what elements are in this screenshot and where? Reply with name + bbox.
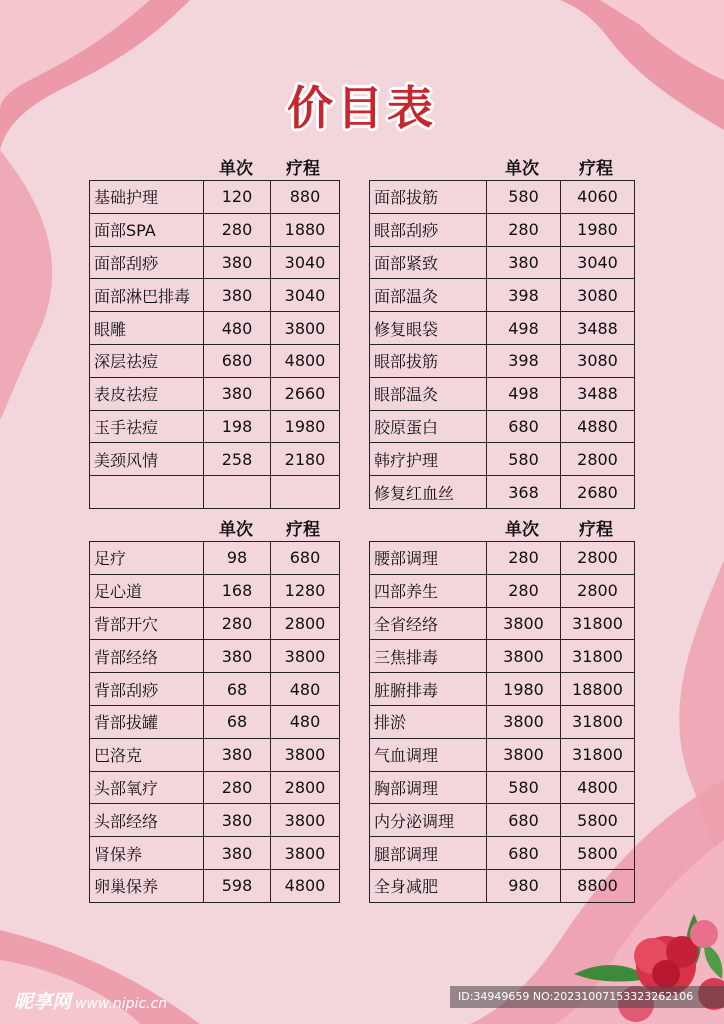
course-price: 31800 bbox=[561, 705, 635, 738]
single-price: 580 bbox=[487, 443, 561, 476]
single-price: 580 bbox=[487, 181, 561, 214]
service-name: 胶原蛋白 bbox=[370, 410, 487, 443]
service-name: 胸部调理 bbox=[370, 771, 487, 804]
single-price: 368 bbox=[487, 476, 561, 509]
single-price: 68 bbox=[204, 673, 271, 706]
course-price: 31800 bbox=[561, 738, 635, 771]
service-name: 巴洛克 bbox=[90, 738, 204, 771]
service-name: 肾保养 bbox=[90, 837, 204, 870]
course-price: 5800 bbox=[561, 804, 635, 837]
table-row bbox=[90, 804, 340, 837]
column-header-single: 单次 bbox=[505, 520, 539, 540]
column-header-course: 疗程 bbox=[286, 520, 320, 540]
single-price: 380 bbox=[204, 246, 271, 279]
column-header-single: 单次 bbox=[219, 520, 253, 540]
single-price: 680 bbox=[204, 344, 271, 377]
single-price: 498 bbox=[487, 377, 561, 410]
single-price: 380 bbox=[204, 804, 271, 837]
table-row bbox=[370, 673, 635, 706]
course-price: 2660 bbox=[271, 377, 340, 410]
course-price: 4800 bbox=[271, 869, 340, 902]
table-row bbox=[90, 771, 340, 804]
price-table-body-1 bbox=[89, 541, 340, 903]
course-price bbox=[271, 476, 340, 509]
table-row bbox=[90, 312, 340, 345]
table-row bbox=[370, 640, 635, 673]
table-row bbox=[90, 837, 340, 870]
service-name: 眼部拔筋 bbox=[370, 344, 487, 377]
price-table-facial-1 bbox=[89, 180, 340, 509]
service-name: 腿部调理 bbox=[370, 837, 487, 870]
course-price: 880 bbox=[271, 181, 340, 214]
service-name: 面部刮痧 bbox=[90, 246, 204, 279]
table-row bbox=[370, 869, 635, 902]
service-name: 全省经络 bbox=[370, 607, 487, 640]
course-price: 8800 bbox=[561, 869, 635, 902]
course-price: 3080 bbox=[561, 344, 635, 377]
service-name: 玉手祛痘 bbox=[90, 410, 204, 443]
service-name: 排淤 bbox=[370, 705, 487, 738]
course-price: 680 bbox=[271, 542, 340, 575]
course-price: 31800 bbox=[561, 607, 635, 640]
service-name: 面部紧致 bbox=[370, 246, 487, 279]
service-name: 四部养生 bbox=[370, 574, 487, 607]
course-price: 3040 bbox=[561, 246, 635, 279]
course-price: 3488 bbox=[561, 377, 635, 410]
single-price: 280 bbox=[487, 574, 561, 607]
service-name: 面部SPA bbox=[90, 213, 204, 246]
table-row bbox=[370, 443, 635, 476]
column-header-course: 疗程 bbox=[579, 520, 613, 540]
table-row bbox=[370, 837, 635, 870]
table-row bbox=[90, 344, 340, 377]
service-name: 全身减肥 bbox=[370, 869, 487, 902]
service-name: 头部氧疗 bbox=[90, 771, 204, 804]
course-price: 3800 bbox=[271, 640, 340, 673]
service-name: 背部拔罐 bbox=[90, 705, 204, 738]
table-row bbox=[370, 312, 635, 345]
service-name: 美颈风情 bbox=[90, 443, 204, 476]
course-price: 3080 bbox=[561, 279, 635, 312]
table-row bbox=[90, 574, 340, 607]
table-row bbox=[90, 213, 340, 246]
single-price: 380 bbox=[204, 640, 271, 673]
table-row bbox=[90, 377, 340, 410]
single-price: 380 bbox=[487, 246, 561, 279]
course-price: 480 bbox=[271, 705, 340, 738]
single-price: 380 bbox=[204, 738, 271, 771]
service-name: 卵巢保养 bbox=[90, 869, 204, 902]
single-price: 280 bbox=[204, 213, 271, 246]
table-row bbox=[90, 705, 340, 738]
single-price: 498 bbox=[487, 312, 561, 345]
table-row bbox=[90, 673, 340, 706]
table-row bbox=[370, 213, 635, 246]
service-name: 面部拔筋 bbox=[370, 181, 487, 214]
table-row bbox=[370, 181, 635, 214]
watermark-id: ID:34949659 NO:20231007153323262106 bbox=[450, 986, 724, 1008]
course-price: 1980 bbox=[561, 213, 635, 246]
table-row bbox=[370, 542, 635, 575]
table-row bbox=[90, 279, 340, 312]
single-price: 680 bbox=[487, 804, 561, 837]
table-row-empty bbox=[90, 476, 340, 509]
watermark-brand: 昵享网 bbox=[14, 991, 72, 1013]
course-price: 2680 bbox=[561, 476, 635, 509]
single-price: 68 bbox=[204, 705, 271, 738]
course-price: 4060 bbox=[561, 181, 635, 214]
table-row bbox=[370, 410, 635, 443]
service-name: 修复红血丝 bbox=[370, 476, 487, 509]
course-price: 3488 bbox=[561, 312, 635, 345]
course-price: 18800 bbox=[561, 673, 635, 706]
column-header-course: 疗程 bbox=[579, 159, 613, 179]
table-row bbox=[370, 738, 635, 771]
column-header-course: 疗程 bbox=[286, 159, 320, 179]
single-price: 280 bbox=[204, 607, 271, 640]
service-name bbox=[90, 476, 204, 509]
course-price: 3800 bbox=[271, 804, 340, 837]
table-row bbox=[370, 279, 635, 312]
single-price: 680 bbox=[487, 837, 561, 870]
service-name: 基础护理 bbox=[90, 181, 204, 214]
single-price: 3800 bbox=[487, 705, 561, 738]
course-price: 2800 bbox=[271, 607, 340, 640]
single-price: 3800 bbox=[487, 738, 561, 771]
single-price: 380 bbox=[204, 837, 271, 870]
single-price: 198 bbox=[204, 410, 271, 443]
table-row bbox=[370, 804, 635, 837]
single-price: 398 bbox=[487, 344, 561, 377]
page-title: 价目表 bbox=[287, 81, 437, 135]
course-price: 1980 bbox=[271, 410, 340, 443]
single-price: 980 bbox=[487, 869, 561, 902]
service-name: 眼部温灸 bbox=[370, 377, 487, 410]
single-price: 380 bbox=[204, 279, 271, 312]
service-name: 眼部刮痧 bbox=[370, 213, 487, 246]
table-row bbox=[90, 738, 340, 771]
course-price: 1880 bbox=[271, 213, 340, 246]
single-price: 280 bbox=[487, 213, 561, 246]
table-row bbox=[370, 771, 635, 804]
service-name: 深层祛痘 bbox=[90, 344, 204, 377]
course-price: 2180 bbox=[271, 443, 340, 476]
service-name: 足疗 bbox=[90, 542, 204, 575]
course-price: 3040 bbox=[271, 246, 340, 279]
service-name: 背部开穴 bbox=[90, 607, 204, 640]
single-price: 398 bbox=[487, 279, 561, 312]
service-name: 修复眼袋 bbox=[370, 312, 487, 345]
table-row bbox=[370, 476, 635, 509]
course-price: 2800 bbox=[561, 542, 635, 575]
table-row bbox=[90, 410, 340, 443]
service-name: 头部经络 bbox=[90, 804, 204, 837]
table-row bbox=[90, 181, 340, 214]
service-name: 足心道 bbox=[90, 574, 204, 607]
single-price: 258 bbox=[204, 443, 271, 476]
column-header-single: 单次 bbox=[219, 159, 253, 179]
course-price: 3800 bbox=[271, 312, 340, 345]
course-price: 2800 bbox=[561, 574, 635, 607]
service-name: 气血调理 bbox=[370, 738, 487, 771]
service-name: 脏腑排毒 bbox=[370, 673, 487, 706]
course-price: 3800 bbox=[271, 738, 340, 771]
service-name: 背部刮痧 bbox=[90, 673, 204, 706]
table-row bbox=[370, 705, 635, 738]
course-price: 1280 bbox=[271, 574, 340, 607]
course-price: 3800 bbox=[271, 837, 340, 870]
single-price: 120 bbox=[204, 181, 271, 214]
service-name: 面部淋巴排毒 bbox=[90, 279, 204, 312]
table-row bbox=[90, 246, 340, 279]
single-price: 598 bbox=[204, 869, 271, 902]
course-price: 480 bbox=[271, 673, 340, 706]
course-price: 2800 bbox=[561, 443, 635, 476]
service-name: 背部经络 bbox=[90, 640, 204, 673]
column-header-single: 单次 bbox=[505, 159, 539, 179]
course-price: 31800 bbox=[561, 640, 635, 673]
course-price: 2800 bbox=[271, 771, 340, 804]
price-table-body-2 bbox=[369, 541, 635, 903]
table-row bbox=[90, 443, 340, 476]
single-price: 98 bbox=[204, 542, 271, 575]
table-row bbox=[370, 344, 635, 377]
table-row bbox=[90, 869, 340, 902]
watermark-url: www.nipic.cn bbox=[75, 996, 168, 1012]
service-name: 三焦排毒 bbox=[370, 640, 487, 673]
course-price: 3040 bbox=[271, 279, 340, 312]
table-row bbox=[370, 246, 635, 279]
course-price: 4800 bbox=[561, 771, 635, 804]
single-price bbox=[204, 476, 271, 509]
single-price: 3800 bbox=[487, 607, 561, 640]
table-row bbox=[370, 574, 635, 607]
course-price: 4880 bbox=[561, 410, 635, 443]
single-price: 1980 bbox=[487, 673, 561, 706]
service-name: 表皮祛痘 bbox=[90, 377, 204, 410]
single-price: 480 bbox=[204, 312, 271, 345]
service-name: 面部温灸 bbox=[370, 279, 487, 312]
table-row bbox=[370, 377, 635, 410]
single-price: 168 bbox=[204, 574, 271, 607]
single-price: 3800 bbox=[487, 640, 561, 673]
single-price: 680 bbox=[487, 410, 561, 443]
service-name: 腰部调理 bbox=[370, 542, 487, 575]
course-price: 4800 bbox=[271, 344, 340, 377]
watermark-logo bbox=[14, 987, 167, 1014]
service-name: 内分泌调理 bbox=[370, 804, 487, 837]
single-price: 580 bbox=[487, 771, 561, 804]
service-name: 韩疗护理 bbox=[370, 443, 487, 476]
table-row bbox=[90, 542, 340, 575]
course-price: 5800 bbox=[561, 837, 635, 870]
table-row bbox=[90, 607, 340, 640]
single-price: 280 bbox=[204, 771, 271, 804]
price-table-facial-2 bbox=[369, 180, 635, 509]
single-price: 280 bbox=[487, 542, 561, 575]
table-row bbox=[370, 607, 635, 640]
service-name: 眼雕 bbox=[90, 312, 204, 345]
table-row bbox=[90, 640, 340, 673]
single-price: 380 bbox=[204, 377, 271, 410]
